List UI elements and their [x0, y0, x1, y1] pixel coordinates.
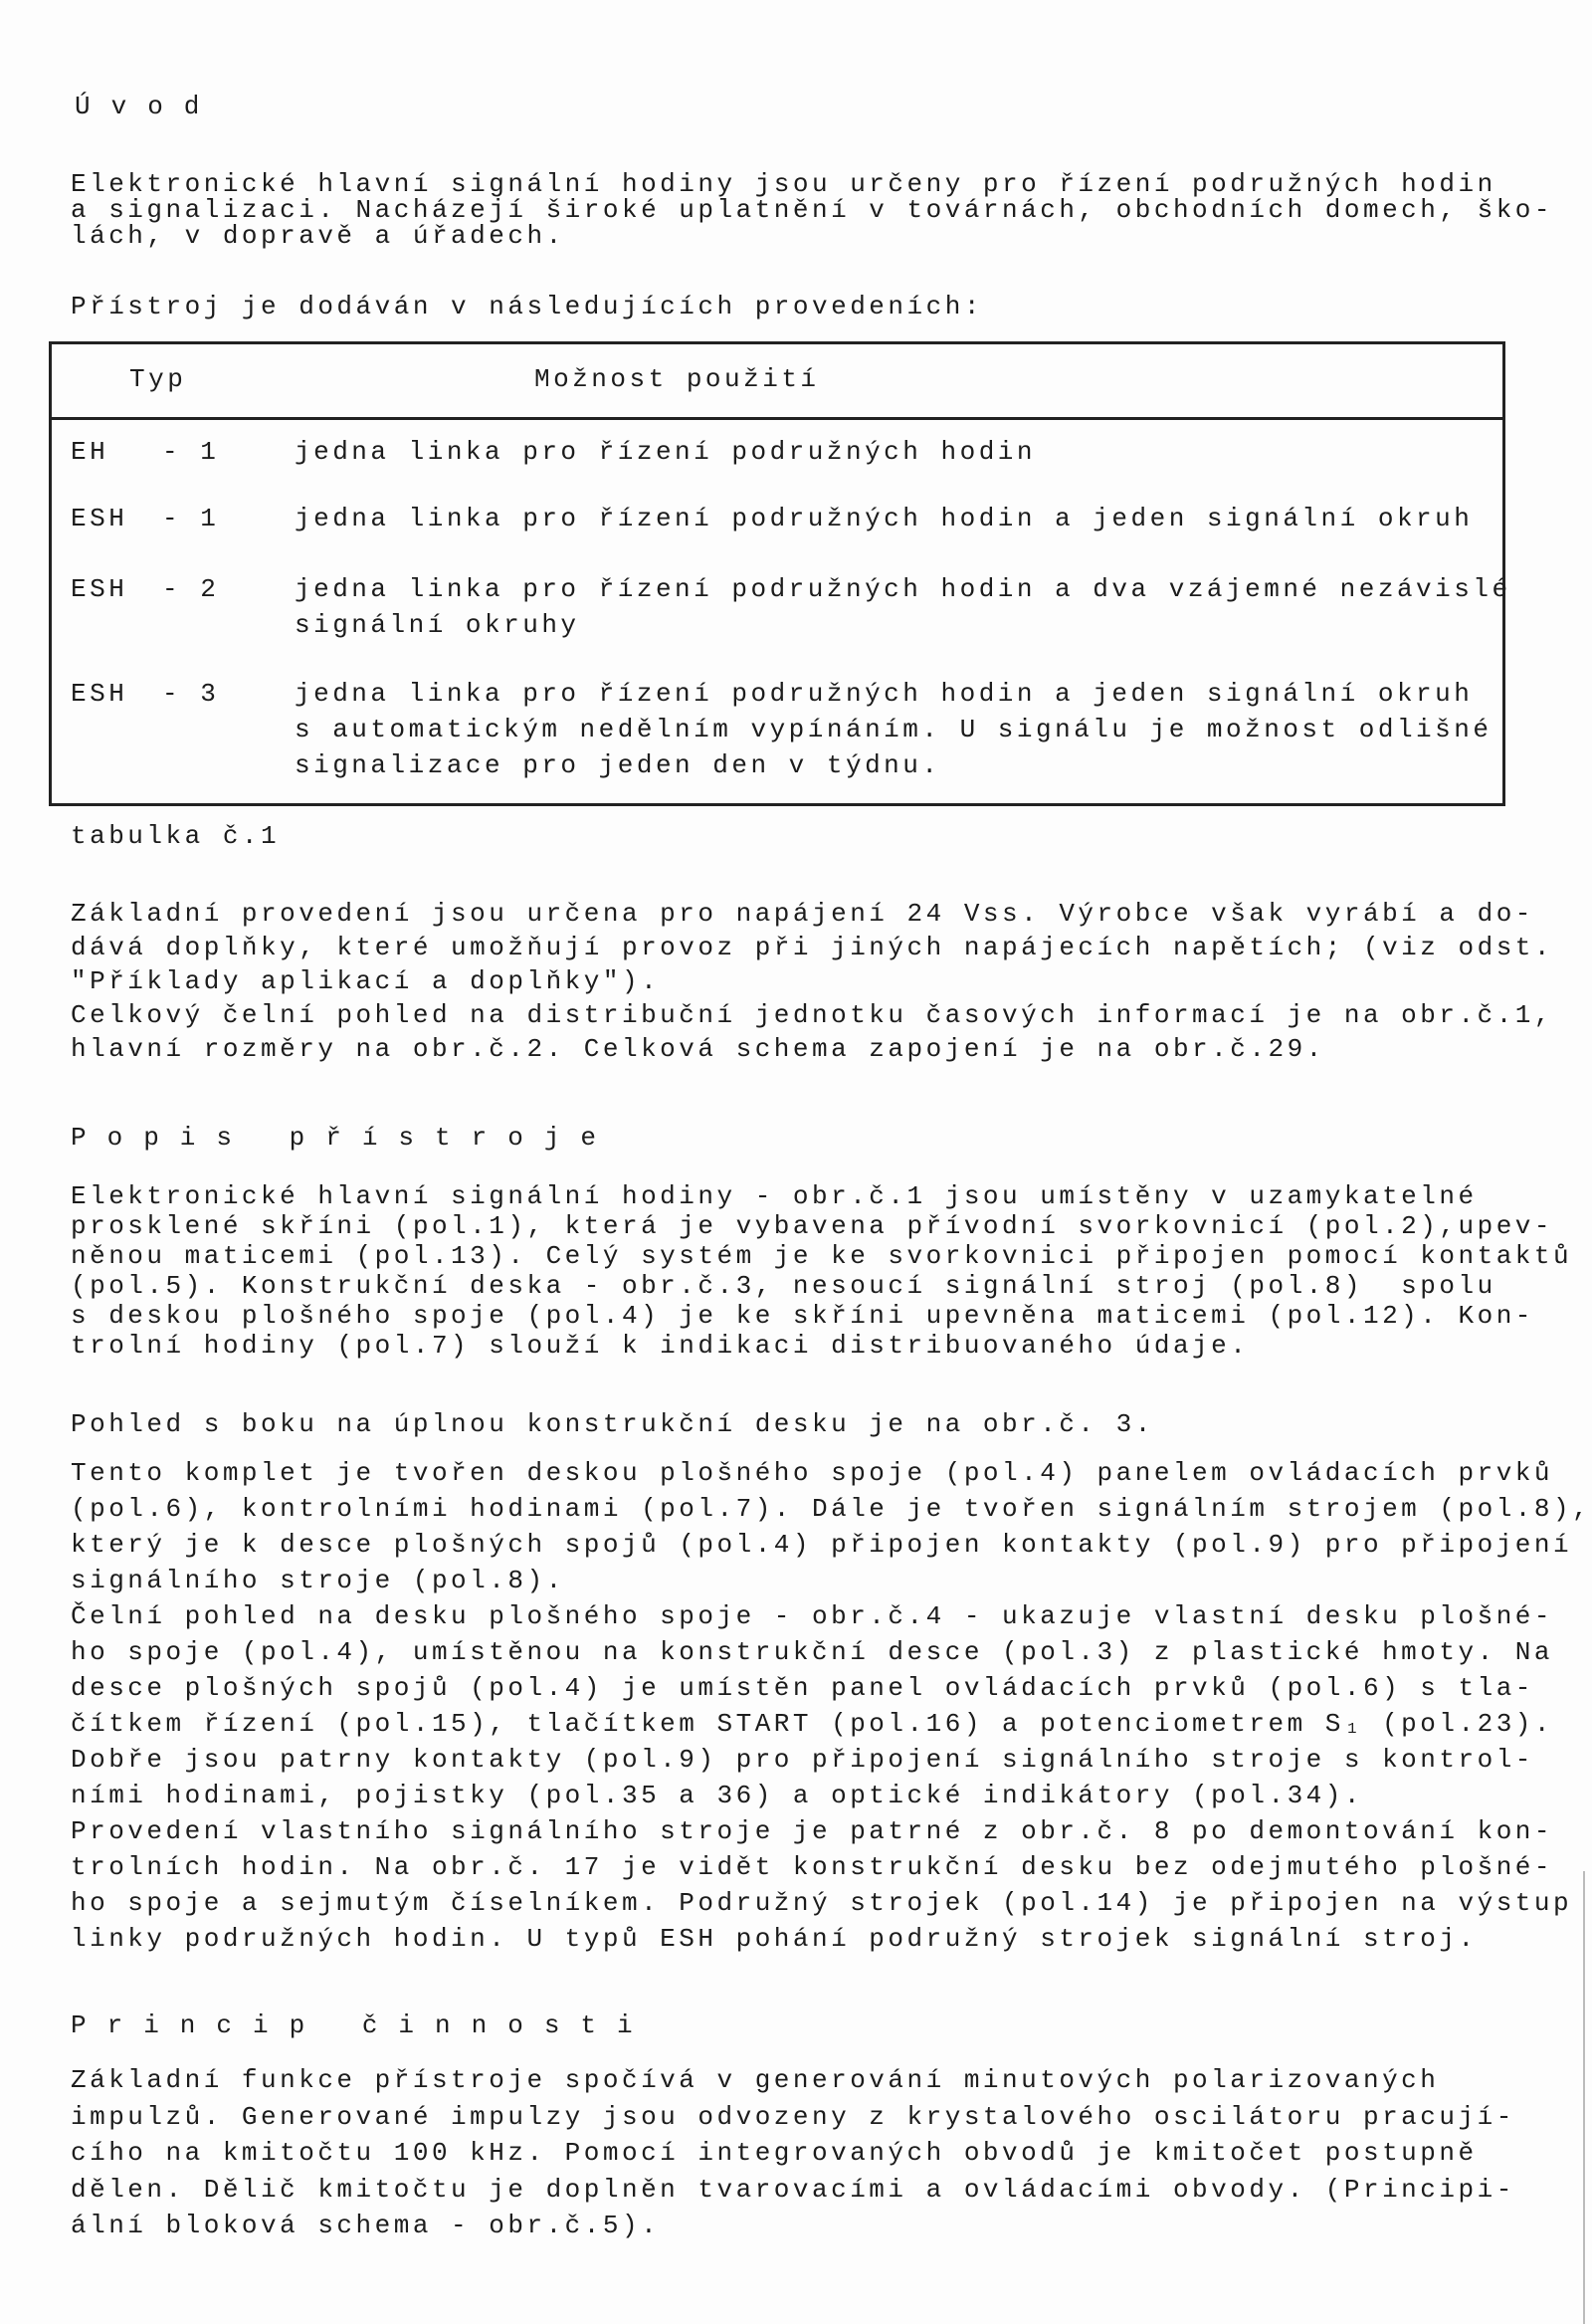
- scan-edge-line: [1583, 1871, 1585, 2324]
- table-header-type: Typ: [129, 364, 187, 394]
- row-type: EH: [71, 437, 109, 467]
- text-line: signalizace pro jeden den v týdnu.: [295, 750, 941, 780]
- row-number: - 1: [162, 504, 220, 533]
- text-line: dává doplňky, které umožňují provoz při jiných napájecích napětích; (viz odst.: [71, 933, 1553, 962]
- text-line: Základní provedení jsou určena pro napájení 24 Vss. Výrobce však vyrábí a do-: [71, 899, 1534, 929]
- text-line: jedna linka pro řízení podružných hodin: [295, 437, 1036, 467]
- text-line: signální okruhy: [295, 610, 580, 640]
- text-line: trolních hodin. Na obr.č. 17 je vidět konstrukční desku bez odejmutého plošné-: [71, 1852, 1553, 1882]
- text-line: Celkový čelní pohled na distribuční jednotku časových informací je na obr.č.1,: [71, 1000, 1553, 1030]
- text-line: trolní hodiny (pol.7) slouží k indikaci distribuovaného údaje.: [71, 1331, 1250, 1361]
- text-line: (pol.5). Konstrukční deska - obr.č.3, nesoucí signální stroj (pol.8) spolu: [71, 1271, 1496, 1301]
- text-line: jedna linka pro řízení podružných hodin a jeden signální okruh: [295, 679, 1474, 709]
- text-line: s deskou plošného spoje (pol.4) je ke skříni upevněna maticemi (pol.12). Kon-: [71, 1301, 1534, 1331]
- assembly-paragraph: [71, 1455, 1591, 1957]
- table-intro: Přístroj je dodáván v následujících provedeních:: [71, 292, 983, 321]
- text-line: ho spoje a sejmutým číselníkem. Podružný strojek (pol.14) je připojen na výstup: [71, 1888, 1573, 1918]
- text-line: cího na kmitočtu 100 kHz. Pomocí integrovaných obvodů je kmitočet postupně: [71, 2138, 1478, 2168]
- row-number: - 1: [162, 437, 220, 467]
- text-line: signálního stroje (pol.8).: [71, 1566, 565, 1595]
- text-line: "Příklady aplikací a doplňky").: [71, 966, 661, 996]
- table-header-usage: Možnost použití: [534, 364, 820, 394]
- text-line: prosklené skříni (pol.1), která je vybavena přívodní svorkovnicí (pol.2),upev-: [71, 1211, 1553, 1241]
- text-line: Čelní pohled na desku plošného spoje - obr.č.4 - ukazuje vlastní desku plošné-: [71, 1601, 1553, 1631]
- text-line: dělen. Dělič kmitočtu je doplněn tvarovacími a ovládacími obvody. (Principi-: [71, 2174, 1515, 2205]
- heading-uvod: Úvod: [75, 92, 221, 121]
- text-line: ními hodinami, pojistky (pol.35 a 36) a optické indikátory (pol.34).: [71, 1781, 1363, 1810]
- text-line: čítkem řízení (pol.15), tlačítkem START (pol.16) a potenciometrem S₁ (pol.23).: [71, 1709, 1553, 1739]
- intro-paragraph: [71, 171, 1553, 249]
- text-line: Provedení vlastního signálního stroje je patrné z obr.č. 8 po demontování kon-: [71, 1816, 1553, 1846]
- table-header-divider: [52, 417, 1502, 420]
- heading-popis: Popis přístroje: [71, 1123, 618, 1153]
- supply-paragraph: [71, 897, 1553, 1066]
- text-line: (pol.6), kontrolními hodinami (pol.7). Dále je tvořen signálním strojem (pol.8),: [71, 1494, 1592, 1524]
- text-line: lách, v dopravě a úřadech.: [71, 221, 565, 251]
- text-line: a signalizaci. Nacházejí široké uplatnění v továrnách, obchodních domech, ško-: [71, 195, 1553, 225]
- text-line: impulzů. Generované impulzy jsou odvozeny z krystalového oscilátoru pracují-: [71, 2101, 1515, 2132]
- text-line: jedna linka pro řízení podružných hodin a dva vzájemné nezávislé: [295, 574, 1511, 604]
- text-line: hlavní rozměry na obr.č.2. Celková schema zapojení je na obr.č.29.: [71, 1034, 1325, 1064]
- text-line: jedna linka pro řízení podružných hodin a jeden signální okruh: [295, 504, 1474, 533]
- row-type: ESH: [71, 679, 128, 709]
- text-line: Elektronické hlavní signální hodiny - obr.č.1 jsou umístěny v uzamykatelné: [71, 1181, 1478, 1211]
- text-line: ální bloková schema - obr.č.5).: [71, 2211, 661, 2240]
- row-type: ESH: [71, 504, 128, 533]
- text-line: desce plošných spojů (pol.4) je umístěn panel ovládacích prvků (pol.6) s tla-: [71, 1673, 1534, 1703]
- text-line: ho spoje (pol.4), umístěnou na konstrukční desce (pol.3) z plastické hmoty. Na: [71, 1637, 1553, 1667]
- text-line: linky podružných hodin. U typů ESH pohání podružný strojek signální stroj.: [71, 1924, 1478, 1954]
- row-description: [295, 571, 1511, 643]
- row-description: [295, 676, 1492, 783]
- table-caption: tabulka č.1: [71, 821, 281, 851]
- text-line: Dobře jsou patrny kontakty (pol.9) pro připojení signálního stroje s kontrol-: [71, 1745, 1534, 1775]
- text-line: který je k desce plošných spojů (pol.4) připojen kontakty (pol.9) pro připojení: [71, 1530, 1573, 1560]
- side-view-paragraph: Pohled s boku na úplnou konstrukční desku je na obr.č. 3.: [71, 1409, 1154, 1439]
- text-line: něnou maticemi (pol.13). Celý systém je ke svorkovnici připojen pomocí kontaktů: [71, 1241, 1573, 1271]
- row-type: ESH: [71, 574, 128, 604]
- description-paragraph: [71, 1181, 1572, 1361]
- heading-princip: Princip činnosti: [71, 2010, 654, 2040]
- text-line: Tento komplet je tvořen deskou plošného spoje (pol.4) panelem ovládacích prvků: [71, 1458, 1553, 1488]
- principle-paragraph: [71, 2062, 1515, 2244]
- row-number: - 3: [162, 679, 220, 709]
- row-number: - 2: [162, 574, 220, 604]
- variants-table: [49, 341, 1511, 806]
- row-description: [295, 434, 1036, 470]
- text-line: Elektronické hlavní signální hodiny jsou určeny pro řízení podružných hodin: [71, 169, 1496, 199]
- text-line: s automatickým nedělním vypínáním. U signálu je možnost odlišné: [295, 715, 1492, 744]
- text-line: Základní funkce přístroje spočívá v generování minutových polarizovaných: [71, 2065, 1440, 2095]
- row-description: [295, 501, 1473, 536]
